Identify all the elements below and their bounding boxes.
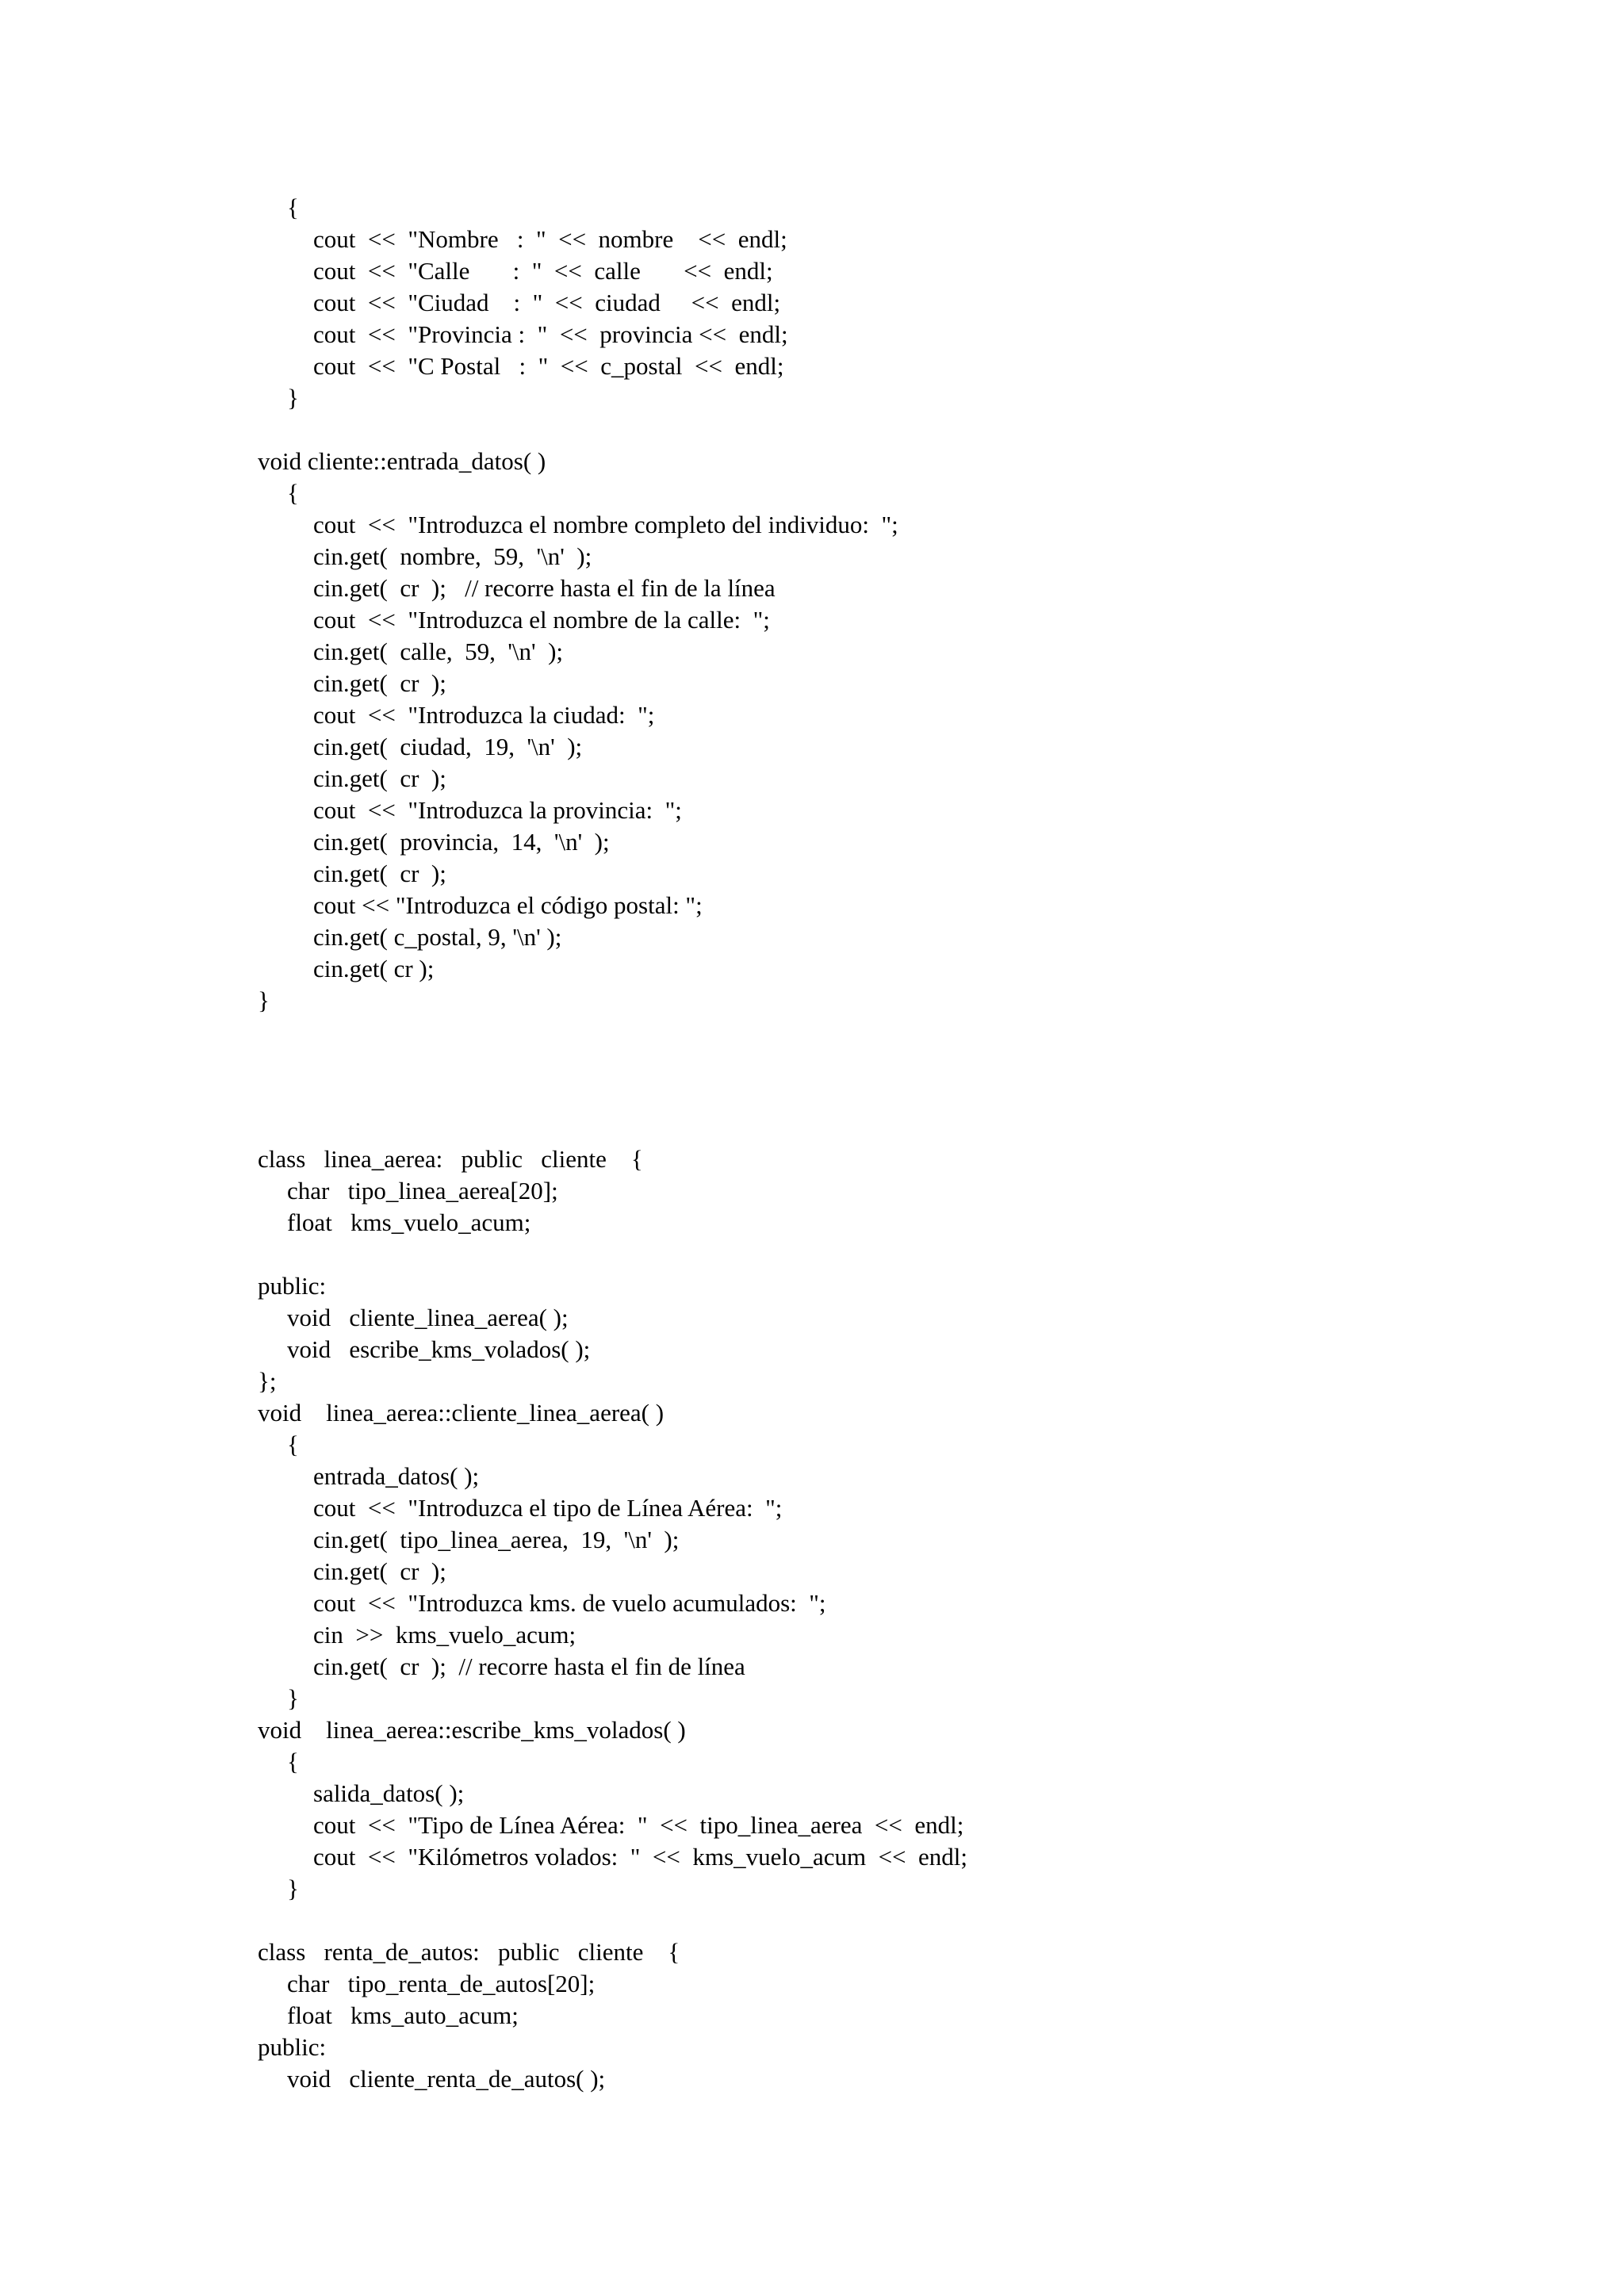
code-line: float kms_vuelo_acum; <box>287 1208 531 1236</box>
code-line: cin.get( cr ); <box>313 669 446 697</box>
code-line: cin.get( cr ); <box>313 1557 446 1585</box>
code-line: void cliente::entrada_datos( ) <box>258 447 546 475</box>
code-line: cout << "Provincia : " << provincia << endl; <box>313 320 788 348</box>
code-line: cout << "Introduzca el nombre completo del individuo: "; <box>313 511 898 538</box>
code-line: cin >> kms_vuelo_acum; <box>313 1621 576 1649</box>
code-line: public: <box>258 2033 327 2061</box>
code-line: } <box>287 1875 299 1902</box>
code-line: cout << "Introduzca el tipo de Línea Aérea: "; <box>313 1494 783 1522</box>
code-line: { <box>287 1748 299 1775</box>
code-line: cin.get( cr ); // recorre hasta el fin de la línea <box>313 574 776 602</box>
code-line: cin.get( provincia, 14, '\n' ); <box>313 828 610 856</box>
code-line: { <box>287 193 299 221</box>
code-line: cin.get( tipo_linea_aerea, 19, '\n' ); <box>313 1526 680 1553</box>
code-line: cout << "Ciudad : " << ciudad << endl; <box>313 289 781 316</box>
code-line: cout << "Introduzca la provincia: "; <box>313 796 682 824</box>
code-line: cin.get( cr ); <box>313 860 446 887</box>
code-line: }; <box>258 1367 277 1395</box>
code-line: cout << "Calle : " << calle << endl; <box>313 257 773 285</box>
code-line: entrada_datos( ); <box>313 1462 480 1490</box>
code-line: cout << "Kilómetros volados: " << kms_vuelo_acum << endl; <box>313 1843 968 1871</box>
code-line: class renta_de_autos: public cliente { <box>258 1938 680 1966</box>
code-line: cin.get( calle, 59, '\n' ); <box>313 638 564 665</box>
code-line: cin.get( cr ); <box>313 764 446 792</box>
code-line: void cliente_renta_de_autos( ); <box>287 2065 606 2093</box>
code-line: cout << "C Postal : " << c_postal << endl; <box>313 352 784 380</box>
code-line: public: <box>258 1272 327 1300</box>
code-line: { <box>287 479 299 507</box>
code-line: void linea_aerea::cliente_linea_aerea( ) <box>258 1399 665 1427</box>
code-line: cin.get( c_postal, 9, '\n' ); <box>313 923 562 951</box>
code-line: cout << "Introduzca kms. de vuelo acumulados: "; <box>313 1589 826 1617</box>
code-line: void linea_aerea::escribe_kms_volados( ) <box>258 1716 686 1744</box>
code-line: void escribe_kms_volados( ); <box>287 1335 591 1363</box>
code-line: cout << "Tipo de Línea Aérea: " << tipo_linea_aerea << endl; <box>313 1811 964 1839</box>
code-line: cin.get( cr ); // recorre hasta el fin de línea <box>313 1653 745 1680</box>
code-line: float kms_auto_acum; <box>287 2001 519 2029</box>
code-line: cin.get( cr ); <box>313 955 435 982</box>
code-line: char tipo_linea_aerea[20]; <box>287 1177 558 1204</box>
code-line: salida_datos( ); <box>313 1779 465 1807</box>
code-line: { <box>287 1430 299 1458</box>
code-line: } <box>287 384 299 412</box>
code-line: cin.get( ciudad, 19, '\n' ); <box>313 733 583 760</box>
code-line: class linea_aerea: public cliente { <box>258 1145 643 1173</box>
code-line: void cliente_linea_aerea( ); <box>287 1304 569 1331</box>
code-line: char tipo_renta_de_autos[20]; <box>287 1970 596 1997</box>
code-line: cin.get( nombre, 59, '\n' ); <box>313 542 592 570</box>
code-line: } <box>287 1684 299 1712</box>
code-line: cout << "Introduzca la ciudad: "; <box>313 701 655 729</box>
code-line: cout << "Introduzca el código postal: "; <box>313 891 703 919</box>
code-line: cout << "Introduzca el nombre de la calle: "; <box>313 606 770 634</box>
code-line: cout << "Nombre : " << nombre << endl; <box>313 225 787 253</box>
code-line: } <box>258 986 270 1014</box>
